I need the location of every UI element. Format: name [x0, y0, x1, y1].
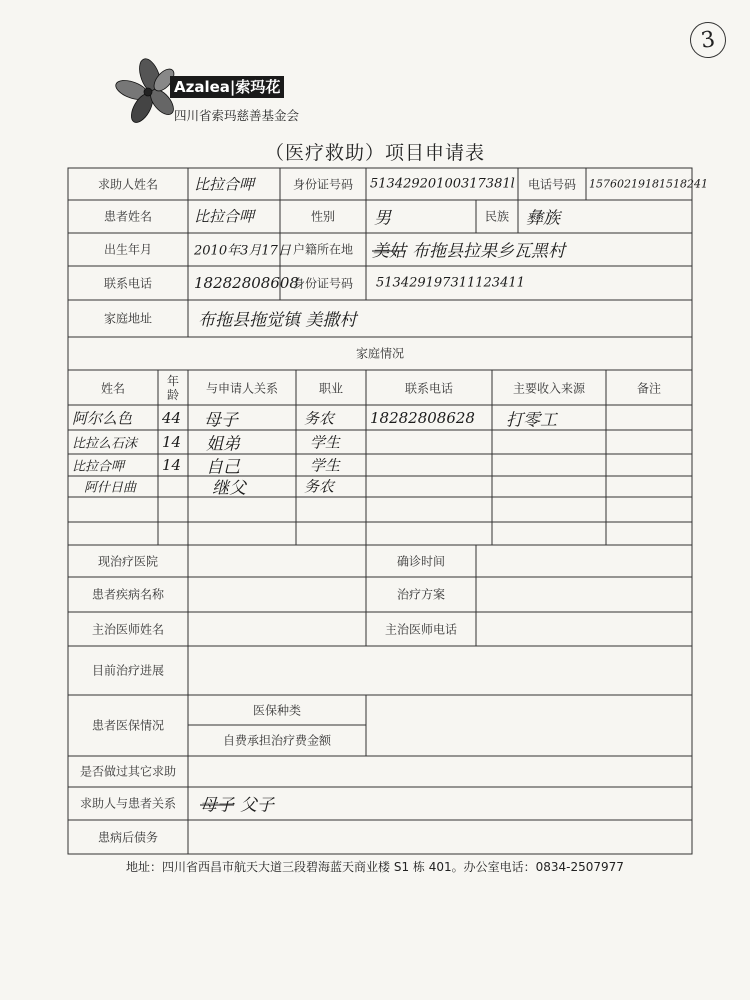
birth-date-value: 2010年3月17日	[194, 243, 291, 259]
form-title: （医疗救助）项目申请表	[264, 142, 485, 164]
family-row-4-relation: 继父	[212, 478, 246, 499]
insurance-label: 患者医保情况	[91, 718, 165, 733]
address-value: 布拖县拖觉镇 美撒村	[198, 310, 357, 331]
family-header-phone: 联系电话	[404, 381, 454, 396]
patient-ethnic-label: 民族	[484, 209, 510, 224]
diagnosis-time-label: 确诊时间	[396, 554, 446, 569]
family-section-label: 家庭情况	[355, 346, 405, 361]
residence-value: 布拖县拉果乡瓦黑村	[412, 241, 565, 262]
family-header-relation: 与申请人关系	[205, 381, 279, 396]
relation-struck-value: 母子	[200, 795, 234, 816]
family-row-2-job: 学生	[310, 433, 341, 452]
applicant-name-label: 求助人姓名	[97, 177, 159, 192]
family-header-age: 年龄	[166, 374, 179, 402]
family-header-name: 姓名	[100, 381, 126, 396]
family-row-3-job: 学生	[310, 456, 341, 475]
applicant-id-value: 51342920100317381l	[370, 176, 515, 192]
family-row-1-name: 阿尔么色	[72, 409, 133, 428]
residence-prefix-struck: 美姑	[372, 241, 406, 262]
relation-value: 父子	[240, 795, 274, 816]
footer-address: 地址：四川省西昌市航天大道三段碧海蓝天商业楼 S1 栋 401。办公室电话：0834-2507977	[126, 860, 624, 874]
doctor-phone-label: 主治医师电话	[384, 622, 458, 637]
doctor-name-label: 主治医师姓名	[91, 622, 165, 637]
family-row-3-age: 14	[162, 456, 182, 474]
patient-name-label: 患者姓名	[103, 209, 153, 224]
patient-ethnic-value: 彝族	[526, 208, 560, 229]
family-row-3-name: 比拉合呷	[72, 459, 125, 475]
family-header-note: 备注	[636, 381, 662, 396]
family-row-2-age: 14	[162, 433, 182, 451]
disease-name-label: 患者疾病名称	[91, 587, 165, 602]
self-pay-amount-label: 自费承担治疗费金额	[222, 733, 332, 748]
family-header-job: 职业	[318, 381, 344, 396]
family-row-1-job: 务农	[304, 409, 335, 428]
applicant-id-label: 身份证号码	[292, 177, 354, 192]
logo-org-name: 四川省索玛慈善基金会	[174, 108, 300, 123]
family-row-1-income: 打零工	[506, 410, 557, 431]
applicant-phone-value: 15760219181518241	[589, 177, 708, 191]
contact-phone-value: 18282808608	[194, 274, 299, 292]
patient-sex-value: 男	[374, 208, 391, 229]
family-row-1-phone: 18282808628	[370, 409, 475, 427]
residence-label: 户籍所在地	[292, 242, 354, 257]
hospital-label: 现治疗医院	[97, 554, 159, 569]
relation-label: 求助人与患者关系	[79, 796, 177, 811]
address-label: 家庭地址	[103, 311, 153, 326]
patient-sex-label: 性别	[310, 209, 336, 224]
birth-date-label: 出生年月	[103, 242, 153, 257]
applicant-name-value: 比拉合呷	[194, 175, 255, 194]
family-row-1-relation: 母子	[204, 410, 238, 431]
family-row-2-name: 比拉么石沫	[72, 436, 138, 452]
treatment-progress-label: 目前治疗进展	[91, 663, 165, 678]
family-row-2-relation: 姐弟	[206, 434, 240, 455]
family-header-income: 主要收入来源	[512, 381, 586, 396]
other-aid-label: 是否做过其它求助	[79, 764, 177, 779]
treatment-plan-label: 治疗方案	[396, 587, 446, 602]
family-row-4-job: 务农	[304, 477, 335, 496]
family-row-3-relation: 自己	[206, 457, 240, 478]
logo-brand: Azalea|索玛花	[170, 76, 284, 98]
patient-name-value: 比拉合呷	[194, 207, 255, 226]
contact-id-label: 身份证号码	[292, 276, 354, 291]
family-row-4-name: 阿什日曲	[84, 480, 137, 496]
insurance-type-label: 医保种类	[252, 703, 302, 718]
page-number-mark: 3	[688, 20, 729, 61]
contact-phone-label: 联系电话	[103, 276, 153, 291]
contact-id-value: 513429197311123411	[376, 275, 525, 291]
family-row-1-age: 44	[162, 409, 182, 427]
applicant-phone-label: 电话号码	[527, 177, 577, 192]
debt-label: 患病后债务	[97, 830, 159, 845]
